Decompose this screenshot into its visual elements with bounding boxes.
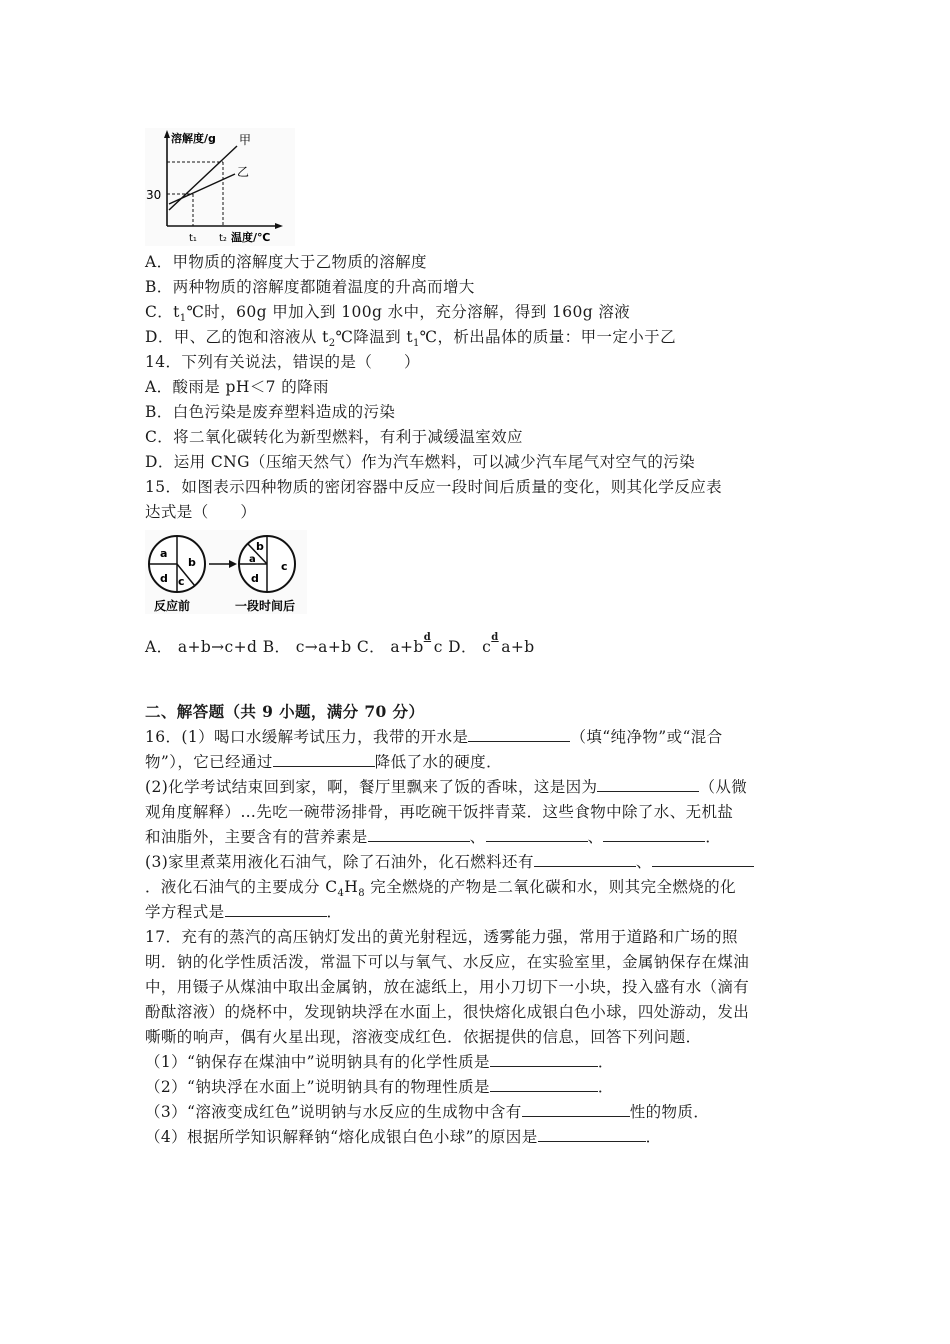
answer-blank[interactable] bbox=[603, 825, 705, 842]
answer-blank[interactable] bbox=[490, 1050, 598, 1067]
caption-before: 反应前 bbox=[154, 599, 191, 613]
q17-line2: 明．钠的化学性质活泼，常温下可以与氧气、水反应，在实验室里，金属钠保存在煤油 bbox=[145, 953, 750, 971]
answer-blank[interactable] bbox=[522, 1100, 630, 1117]
q17-sub4: （4）根据所学知识解释钠“熔化成银白色小球”的原因是 ． bbox=[145, 1125, 662, 1149]
q17-line1: 17．充有的蒸汽的高压钠灯发出的黄光射程远，透雾能力强，常用于道路和广场的照 bbox=[145, 928, 738, 946]
q16-line1: 16．(1）喝口水缓解考试压力，我带的开水是 （填“纯净物”或“混合 bbox=[145, 725, 723, 749]
graph-ytick: 30 bbox=[146, 188, 162, 202]
section-2-title: 二、解答题（共 9 小题，满分 70 分） bbox=[145, 702, 425, 721]
before-label-b: b bbox=[188, 556, 196, 569]
q13-option-b: B．两种物质的溶解度都随着温度的升高而增大 bbox=[145, 278, 475, 296]
q15-option-c: C． a+b d c bbox=[356, 632, 443, 656]
q14-option-d: D．运用 CNG（压缩天然气）作为汽车燃料，可以减少汽车尾气对空气的污染 bbox=[145, 453, 696, 471]
answer-blank[interactable] bbox=[534, 850, 636, 867]
q15-option-a: A． a+b→c+d bbox=[145, 638, 258, 656]
q17-line3: 中，用镊子从煤油中取出金属钠，放在滤纸上，用小刀切下一小块，投入盛有水（滴有 bbox=[145, 978, 750, 996]
q15-stem-line1: 15．如图表示四种物质的密闭容器中反应一段时间后质量的变化，则其化学反应表 bbox=[145, 478, 723, 496]
graph-xlabel: 温度/℃ bbox=[231, 231, 271, 244]
series-jia-label: 甲 bbox=[239, 133, 252, 147]
answer-blank[interactable] bbox=[225, 900, 327, 917]
q15-options bbox=[145, 632, 535, 659]
q13-option-a: A．甲物质的溶解度大于乙物质的溶解度 bbox=[145, 253, 427, 271]
after-label-a: a bbox=[249, 554, 256, 565]
answer-blank[interactable] bbox=[368, 825, 470, 842]
caption-after: 一段时间后 bbox=[235, 599, 296, 613]
answer-blank[interactable] bbox=[490, 1075, 598, 1092]
q16-line3: (2)化学考试结束回到家，啊，餐厅里飘来了饭的香味，这是因为 （从微 bbox=[145, 775, 747, 799]
graph-xtick-t2: t₂ bbox=[219, 233, 227, 244]
q16-line4: 观角度解释）…先吃一碗带汤排骨，再吃碗干饭拌青菜．这些食物中除了水、无机盐 bbox=[145, 803, 734, 821]
before-label-a: a bbox=[160, 547, 168, 560]
q15-option-b: B． c→a+b bbox=[262, 638, 352, 656]
q14-stem: 14．下列有关说法，错误的是（ ） bbox=[145, 353, 420, 371]
answer-blank[interactable] bbox=[652, 850, 754, 867]
q13-option-d: D．甲、乙的饱和溶液从 $t_2℃$降温到 $t_1℃$，析出晶体的质量：甲一定小于乙 bbox=[145, 328, 676, 350]
before-label-d: d bbox=[160, 572, 168, 585]
q17-line5: 嘶嘶的响声，偶有火星出现，溶液变成红色．依据提供的信息，回答下列问题． bbox=[145, 1028, 702, 1046]
q16-line6: (3)家里煮菜用液化石油气，除了石油外，化石燃料还有 、 bbox=[145, 850, 754, 874]
after-label-c: c bbox=[281, 560, 288, 573]
q14-option-a: A．酸雨是 pH＜7 的降雨 bbox=[145, 378, 329, 396]
answer-blank[interactable] bbox=[486, 825, 588, 842]
series-yi-label: 乙 bbox=[237, 165, 250, 179]
q15-stem-line2: 达式是（ ） bbox=[145, 503, 257, 521]
graph-xtick-t1: t₁ bbox=[189, 233, 197, 244]
after-label-d: d bbox=[251, 572, 259, 585]
reaction-pie-figure bbox=[145, 530, 307, 614]
q16-line5: 和油脂外，主要含有的营养素是 、 、 ． bbox=[145, 825, 721, 849]
q13-option-c: C．$t_1℃$时，60g 甲加入到 100g 水中，充分溶解，得到 160g 溶液 bbox=[145, 303, 631, 325]
q17-sub1: （1）“钠保存在煤油中”说明钠具有的化学性质是 ． bbox=[145, 1050, 614, 1074]
answer-blank[interactable] bbox=[273, 750, 375, 767]
q15-option-d: D． c d a+b bbox=[448, 632, 535, 656]
solubility-graph bbox=[145, 128, 295, 246]
q17-sub2: （2）“钠块浮在水面上”说明钠具有的物理性质是 ． bbox=[145, 1075, 614, 1099]
after-label-b: b bbox=[256, 540, 264, 553]
q16-line8: 学方程式是 ． bbox=[145, 900, 342, 924]
graph-ylabel: 溶解度/g bbox=[171, 132, 216, 145]
q14-option-b: B．白色污染是废弃塑料造成的污染 bbox=[145, 403, 396, 421]
q17-sub3: （3）“溶液变成红色”说明钠与水反应的生成物中含有 性的物质． bbox=[145, 1100, 709, 1124]
answer-blank[interactable] bbox=[468, 725, 570, 742]
before-label-c: c bbox=[178, 575, 185, 588]
q16-line7: ．液化石油气的主要成分 $C_4H_8$ 完全燃烧的产物是二氧化碳和水，则其完全燃烧的化 bbox=[145, 878, 736, 900]
q17-line4: 酚酞溶液）的烧杯中，发现钠块浮在水面上，很快熔化成银白色小球，四处游动，发出 bbox=[145, 1003, 750, 1021]
answer-blank[interactable] bbox=[597, 775, 699, 792]
q14-option-c: C．将二氧化碳转化为新型燃料，有利于减缓温室效应 bbox=[145, 428, 523, 446]
q16-line2: 物”），它已经通过 降低了水的硬度． bbox=[145, 750, 502, 774]
answer-blank[interactable] bbox=[538, 1125, 646, 1142]
